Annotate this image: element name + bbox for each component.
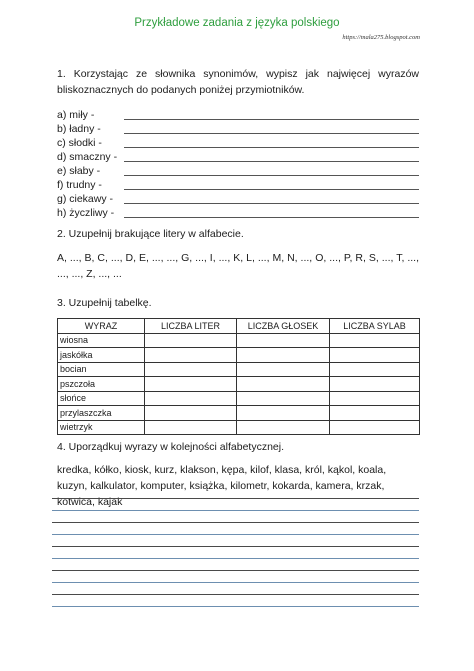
writing-line[interactable]: [52, 534, 419, 535]
table-row: [58, 333, 420, 348]
answer-line[interactable]: [124, 203, 419, 204]
answer-cell[interactable]: [330, 348, 420, 363]
word-table: [57, 318, 420, 435]
answer-line[interactable]: [124, 189, 419, 190]
adjective-row: [57, 150, 419, 164]
answer-cell[interactable]: [237, 391, 330, 406]
answer-cell[interactable]: [330, 420, 420, 435]
column-header: WYRAZ: [58, 319, 145, 334]
column-header: LICZBA LITER: [145, 319, 237, 334]
writing-line[interactable]: [52, 594, 419, 595]
blog-url: https://mala275.blogspot.com: [342, 34, 420, 41]
word-cell: wietrzyk: [58, 420, 145, 435]
table-row: [58, 420, 420, 435]
answer-cell[interactable]: [330, 406, 420, 421]
answer-cell[interactable]: [237, 333, 330, 348]
table-row: [58, 391, 420, 406]
adjective-label: a) miły -: [57, 109, 95, 121]
writing-line[interactable]: [52, 498, 419, 499]
page-title: Przykładowe zadania z języka polskiego: [134, 17, 340, 29]
answer-cell[interactable]: [145, 348, 237, 363]
writing-line[interactable]: [52, 510, 419, 511]
answer-line[interactable]: [124, 119, 419, 120]
task2-heading: 2. Uzupełnij brakujące litery w alfabecie.: [57, 228, 244, 240]
answer-line[interactable]: [124, 175, 419, 176]
table-row: [58, 362, 420, 377]
word-cell: bocian: [58, 362, 145, 377]
adjective-row: [57, 122, 419, 136]
answer-cell[interactable]: [237, 406, 330, 421]
answer-cell[interactable]: [145, 391, 237, 406]
table-row: [58, 348, 420, 363]
task1-instruction: 1. Korzystając ze słownika synonimów, wypisz jak najwięcej wyrazów bliskoznacznych do podanych poniżej przymiotników.: [57, 68, 419, 96]
writing-line[interactable]: [52, 558, 419, 559]
adjective-row: [57, 136, 419, 150]
adjective-row: [57, 192, 419, 206]
adjective-label: f) trudny -: [57, 179, 102, 191]
word-cell: pszczoła: [58, 377, 145, 392]
task4-heading: 4. Uporządkuj wyrazy w kolejności alfabetycznej.: [57, 441, 285, 453]
word-cell: wiosna: [58, 333, 145, 348]
answer-cell[interactable]: [330, 377, 420, 392]
answer-line[interactable]: [124, 161, 419, 162]
table-row: [58, 377, 420, 392]
word-cell: jaskółka: [58, 348, 145, 363]
table-row: [58, 406, 420, 421]
adjective-row: [57, 108, 419, 122]
word-cell: słońce: [58, 391, 145, 406]
writing-line[interactable]: [52, 606, 419, 607]
answer-cell[interactable]: [330, 362, 420, 377]
column-header: LICZBA GŁOSEK: [237, 319, 330, 334]
answer-line[interactable]: [124, 147, 419, 148]
writing-line[interactable]: [52, 546, 419, 547]
answer-cell[interactable]: [330, 391, 420, 406]
answer-cell[interactable]: [237, 362, 330, 377]
word-cell: przylaszczka: [58, 406, 145, 421]
answer-cell[interactable]: [330, 333, 420, 348]
writing-line[interactable]: [52, 522, 419, 523]
adjective-label: g) ciekawy -: [57, 193, 114, 205]
adjective-label: b) ładny -: [57, 123, 101, 135]
answer-cell[interactable]: [237, 348, 330, 363]
adjective-row: [57, 178, 419, 192]
answer-cell[interactable]: [145, 420, 237, 435]
writing-line[interactable]: [52, 582, 419, 583]
answer-line[interactable]: [124, 217, 419, 218]
task3-heading: 3. Uzupełnij tabelkę.: [57, 297, 152, 309]
answer-line[interactable]: [124, 133, 419, 134]
adjective-label: h) życzliwy -: [57, 207, 115, 219]
alphabet-sequence: A, ..., B, C, ..., D, E, ..., ..., G, ..., I, ..., K, L, ..., M, N, ..., O, ..., P, R, S, ..., T, ..., ..., ..., Z, ..., ...: [57, 252, 419, 280]
column-header: LICZBA SYLAB: [330, 319, 420, 334]
adjective-row: [57, 164, 419, 178]
word-list: kredka, kółko, kiosk, kurz, klakson, kępa, kilof, klasa, król, kąkol, koala, kuzyn, kalkulator, komputer, książka, kilometr, kokarda, kamera, krzak, kotwica, kajak: [57, 464, 387, 508]
adjective-row: [57, 206, 419, 220]
table-header-row: [58, 319, 420, 334]
answer-cell[interactable]: [237, 420, 330, 435]
adjective-label: c) słodki -: [57, 137, 102, 149]
answer-cell[interactable]: [145, 362, 237, 377]
answer-cell[interactable]: [145, 377, 237, 392]
writing-line[interactable]: [52, 570, 419, 571]
adjective-label: d) smaczny -: [57, 151, 118, 163]
adjective-label: e) słaby -: [57, 165, 101, 177]
answer-cell[interactable]: [237, 377, 330, 392]
answer-cell[interactable]: [145, 333, 237, 348]
answer-cell[interactable]: [145, 406, 237, 421]
